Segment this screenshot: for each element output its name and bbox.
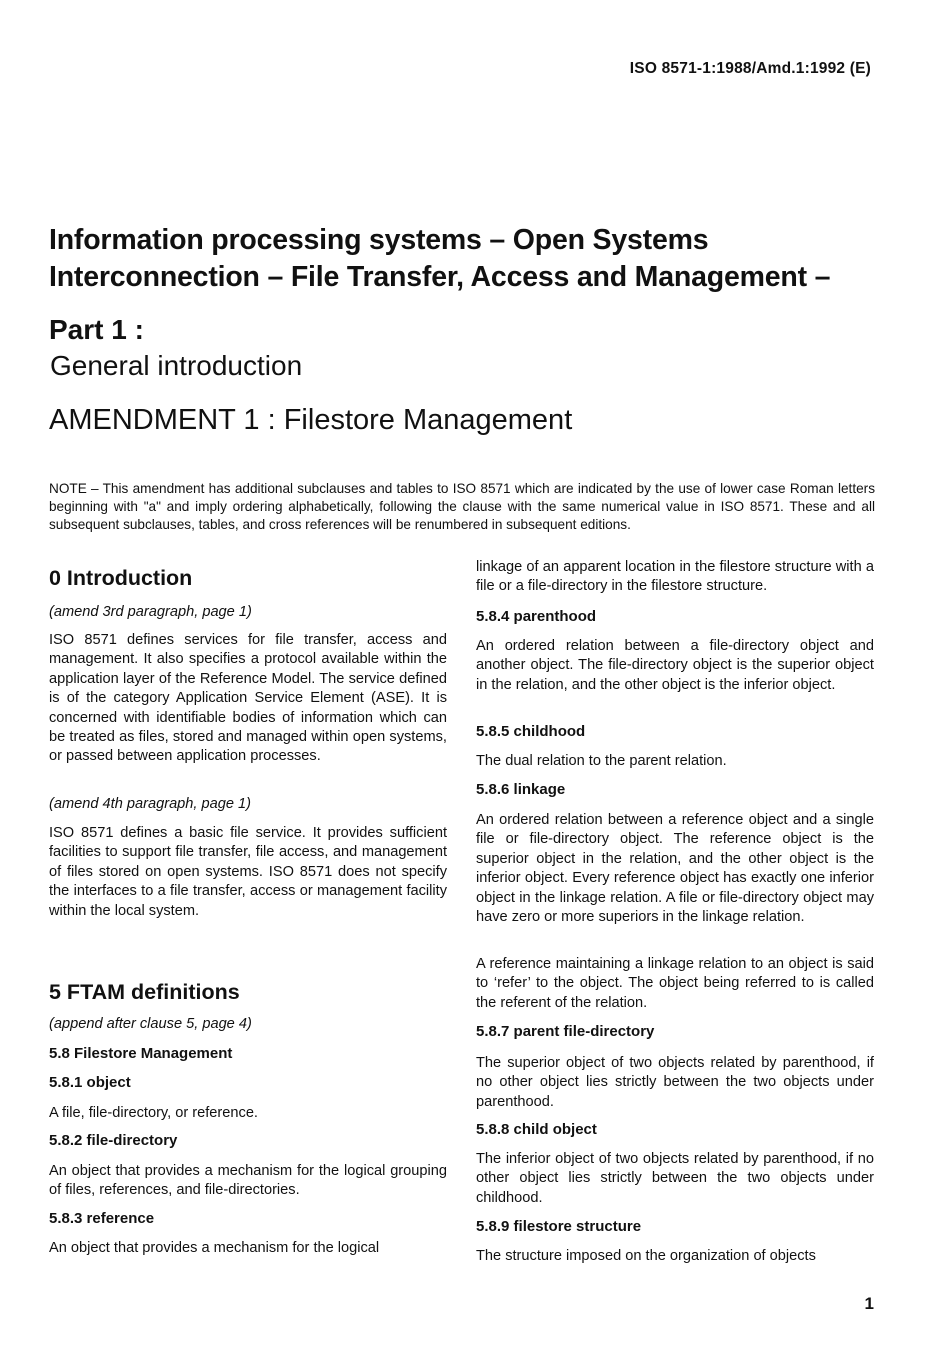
title-line-1: Information processing systems – Open Systems xyxy=(49,224,709,256)
page-number: 1 xyxy=(864,1294,874,1313)
clause-5-8-3-text: An object that provides a mechanism for the logical xyxy=(49,1240,380,1256)
part-subtitle: General introduction xyxy=(50,350,303,381)
clause-5-8-6-heading: 5.8.6 linkage xyxy=(476,781,566,798)
clause-5-8-1-heading: 5.8.1 object xyxy=(49,1074,131,1091)
clause-5-8-7-heading: 5.8.7 parent file-directory xyxy=(476,1023,655,1040)
clause-5-8-9-heading: 5.8.9 filestore structure xyxy=(476,1218,642,1235)
clause-5-8-heading: 5.8 Filestore Management xyxy=(49,1045,233,1062)
introduction-heading: 0 Introduction xyxy=(49,566,193,590)
clause-5-8-1-text: A file, file-directory, or reference. xyxy=(49,1105,258,1121)
standard-reference: ISO 8571-1:1988/Amd.1:1992 (E) xyxy=(629,60,871,77)
clause-5-8-2-heading: 5.8.2 file-directory xyxy=(49,1132,178,1149)
amendment-note: NOTE – This amendment has additional subclauses and tables to ISO 8571 which are indicated by the use of lower case Roman letters beginning with "a" and imply ordering alphabetically, following the clause with the same numerical value in ISO 8571. These and all subsequent subclauses, tables, and cross references will be renumbered in subsequent editions. xyxy=(49,481,875,532)
clause-5-8-6-text-1: An ordered relation between a reference object and a single file or file-directory object. The reference object is the superior object in the relation, and the other object is the inferior object. Every reference object has exactly one inferior object in the linkage relation. A file or file-directory object may have zero or more superiors in the linkage relation. xyxy=(476,812,874,926)
amendment-title: AMENDMENT 1 : Filestore Management xyxy=(49,404,573,436)
clause-5-8-8-text: The inferior object of two objects related by parenthood, if no other object lies strictly between the two objects under childhood. xyxy=(476,1151,874,1206)
clause-5-8-6-text-2: A reference maintaining a linkage relation to an object is said to ‘refer’ to the object. The object being referred to is called the referent of the relation. xyxy=(476,956,874,1011)
clause-5-8-7-text: The superior object of two objects related by parenthood, if no other object lies strictly between the two objects under parenthood. xyxy=(476,1055,874,1110)
clause-5-8-5-text: The dual relation to the parent relation. xyxy=(476,753,727,769)
title-line-2: Interconnection – File Transfer, Access and Management – xyxy=(49,261,831,293)
clause-5-8-4-text: An ordered relation between a file-directory object and another object. The file-directory object is the superior object in the relation, and the other object is the inferior object. xyxy=(476,638,874,693)
amend-3rd-paragraph-note: (amend 3rd paragraph, page 1) xyxy=(49,604,252,620)
clause-5-8-4-heading: 5.8.4 parenthood xyxy=(476,608,597,625)
clause-5-8-5-heading: 5.8.5 childhood xyxy=(476,723,586,740)
ftam-definitions-heading: 5 FTAM definitions xyxy=(49,980,240,1004)
clause-5-8-3-continuation: linkage of an apparent location in the filestore structure with a file or a file-directory in the filestore structure. xyxy=(476,559,874,595)
introduction-paragraph-2: ISO 8571 defines a basic file service. It provides sufficient facilities to support file transfer, file access, and management of files stored on open systems. ISO 8571 does not specify the interfaces to a file transfer, access or management facility within the local system. xyxy=(49,825,447,919)
introduction-paragraph-1: ISO 8571 defines services for file transfer, access and management. It also specifies a protocol available within the application layer of the Reference Model. The service defined is of the category Application Service Element (ASE). It is concerned with identifiable bodies of information which can be treated as files, stored and managed within open systems, or passed between application processes. xyxy=(49,632,447,765)
amend-4th-paragraph-note: (amend 4th paragraph, page 1) xyxy=(49,796,252,812)
append-clause-5-note: (append after clause 5, page 4) xyxy=(49,1016,252,1032)
clause-5-8-2-text: An object that provides a mechanism for the logical grouping of files, references, and file-directories. xyxy=(49,1163,447,1199)
clause-5-8-8-heading: 5.8.8 child object xyxy=(476,1121,597,1138)
part-label: Part 1 : xyxy=(49,314,144,345)
clause-5-8-3-heading: 5.8.3 reference xyxy=(49,1210,155,1227)
document-title xyxy=(49,222,909,296)
clause-5-8-9-text: The structure imposed on the organization of objects xyxy=(476,1248,816,1264)
